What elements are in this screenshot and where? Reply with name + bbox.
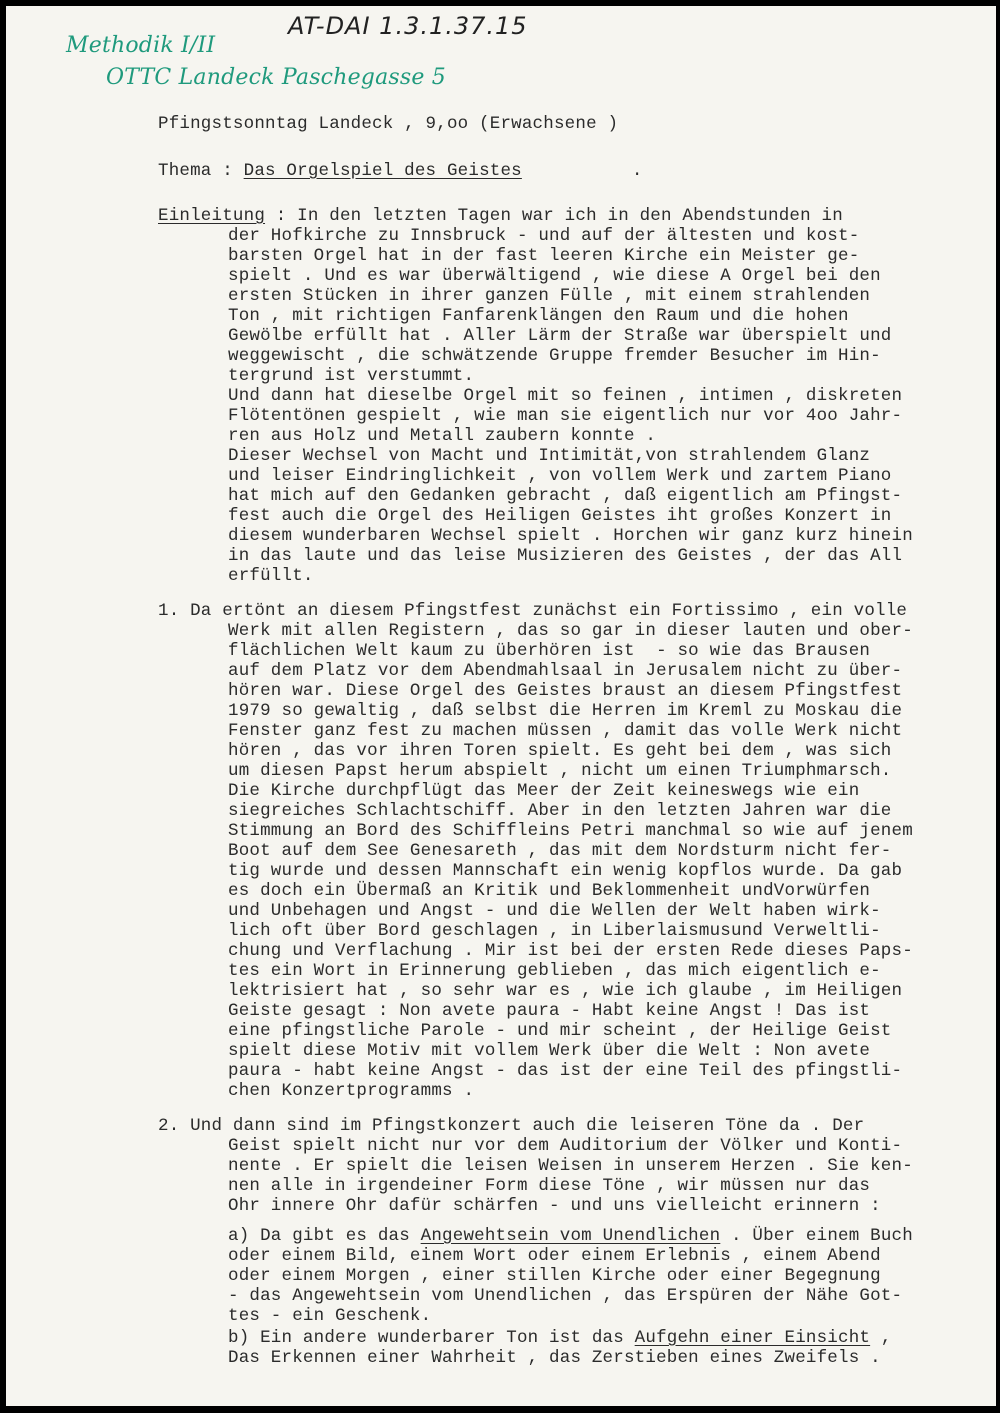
intro-first-text: : In den letzten Tagen war ich in den Abendstunden in xyxy=(265,206,843,226)
section-1-line: paura - habt keine Angst - das ist der eine Teil des pfingstli- xyxy=(228,1061,903,1081)
section-1-line: hören , das vor ihren Toren spielt. Es geht bei dem , was sich xyxy=(228,741,892,761)
section-1-line: Fenster ganz fest zu machen müssen , damit das volle Werk nicht xyxy=(228,721,903,741)
section-1-first-line: 1. Da ertönt an diesem Pfingstfest zunächst ein Fortissimo , ein volle xyxy=(158,601,908,621)
intro-line: ren aus Holz und Metall zaubern konnte . xyxy=(228,426,657,446)
point-b-line: Das Erkennen einer Wahrheit , das Zerstieben eines Zweifels . xyxy=(228,1348,881,1368)
point-b-pre: b) Ein andere wunderbarer Ton ist das xyxy=(228,1328,635,1348)
section-1-line: Werk mit allen Registern , das so gar in dieser lauten und ober- xyxy=(228,621,913,641)
intro-line: Dieser Wechsel von Macht und Intimität,von strahlendem Glanz xyxy=(228,446,871,466)
section-1-line: 1979 so gewaltig , daß selbst die Herren im Kreml zu Moskau die xyxy=(228,701,903,721)
intro-line: Gewölbe erfüllt hat . Aller Lärm der Straße war überspielt und xyxy=(228,326,892,346)
point-a-first-line xyxy=(228,1226,913,1246)
intro-line: Ton , mit richtigen Fanfarenklängen den Raum und die hohen xyxy=(228,306,849,326)
intro-line: erfüllt. xyxy=(228,566,314,586)
intro-line: diesem wunderbaren Wechsel spielt . Horchen wir ganz kurz hinein xyxy=(228,526,913,546)
section-1-line: auf dem Platz vor dem Abendmahlsaal in Jerusalem nicht zu über- xyxy=(228,661,903,681)
point-b-keyword: Aufgehn einer Einsicht xyxy=(634,1328,871,1348)
section-1-line: Geiste gesagt : Non avete paura - Habt keine Angst ! Das ist xyxy=(228,1001,871,1021)
section-1-line: tig wurde und dessen Mannschaft ein wenig kopflos wurde. Da gab xyxy=(228,861,903,881)
intro-line: Flötentönen gespielt , wie man sie eigentlich nur vor 4oo Jahr- xyxy=(228,406,903,426)
section-2-line: nente . Er spielt die leisen Weisen in unserem Herzen . Sie ken- xyxy=(228,1156,913,1176)
point-a-line: oder einem Morgen , einer stillen Kirche oder einer Begegnung xyxy=(228,1266,881,1286)
section-2-line: Geist spielt nicht nur vor dem Auditorium der Völker und Konti- xyxy=(228,1136,903,1156)
intro-line: weggewischt , die schwätzende Gruppe fremder Besucher im Hin- xyxy=(228,346,881,366)
section-1-line: tes ein Wort in Erinnerung geblieben , das mich eigentlich e- xyxy=(228,961,881,981)
section-1-line: eine pfingstliche Parole - und mir scheint , der Heilige Geist xyxy=(228,1021,892,1041)
intro-line: tergrund ist verstummt. xyxy=(228,366,475,386)
section-1-line: Stimmung an Bord des Schiffleins Petri manchmal so wie auf jenem xyxy=(228,821,913,841)
thema-line xyxy=(158,161,643,181)
section-1-line: Die Kirche durchpflügt das Meer der Zeit keineswegs wie ein xyxy=(228,781,860,801)
section-1-line: um diesen Papst herum abspielt , nicht um einen Triumphmarsch. xyxy=(228,761,892,781)
section-1-line: und Unbehagen und Angst - und die Wellen der Welt haben wirk- xyxy=(228,901,881,921)
section-1-line: flächlichen Welt kaum zu überhören ist - so wie das Brausen xyxy=(228,641,871,661)
thema-title: Das Orgelspiel des Geistes xyxy=(243,161,522,181)
section-1-line: chen Konzertprogramms . xyxy=(228,1081,475,1101)
intro-line: ersten Stücken in ihrer ganzen Fülle , mit einem strahlenden xyxy=(228,286,871,306)
section-1-line: spielt diese Motiv mit vollem Werk über die Welt : Non avete xyxy=(228,1041,871,1061)
intro-label: Einleitung xyxy=(158,206,266,226)
intro-line: der Hofkirche zu Innsbruck - und auf der ältesten und kost- xyxy=(228,226,860,246)
intro-line: Und dann hat dieselbe Orgel mit so feinen , intimen , diskreten xyxy=(228,386,903,406)
handwritten-note-methodik: Methodik I/II xyxy=(66,33,216,58)
point-a-line: - das Angewehtsein vom Unendlichen , das Erspüren der Nähe Got- xyxy=(228,1286,903,1306)
title-line: Pfingstsonntag Landeck , 9,oo (Erwachsene ) xyxy=(158,114,619,134)
section-1-line: siegreiches Schlachtschiff. Aber in den letzten Jahren war die xyxy=(228,801,892,821)
section-1-line: lektrisiert hat , so sehr war es , wie ich glaube , im Heiligen xyxy=(228,981,903,1001)
point-b-post: , xyxy=(870,1328,892,1348)
document-page xyxy=(6,6,996,1406)
intro-first-line xyxy=(158,206,843,226)
section-1-line: hören war. Diese Orgel des Geistes braust an diesem Pfingstfest xyxy=(228,681,903,701)
point-a-pre: a) Da gibt es das xyxy=(228,1226,421,1246)
intro-line: fest auch die Orgel des Heiligen Geistes iht großes Konzert in xyxy=(228,506,892,526)
handwritten-note-address: OTTC Landeck Paschegasse 5 xyxy=(106,65,446,90)
section-1-line: chung und Verflachung . Mir ist bei der ersten Rede dieses Paps- xyxy=(228,941,913,961)
intro-line: barsten Orgel hat in der fast leeren Kirche ein Meister ge- xyxy=(228,246,860,266)
intro-line: in das laute und das leise Musizieren des Geistes , der das All xyxy=(228,546,903,566)
point-a-line: oder einem Bild, einem Wort oder einem Erlebnis , einem Abend xyxy=(228,1246,881,1266)
point-a-post: . Über einem Buch xyxy=(720,1226,913,1246)
section-2-line: Ohr innere Ohr dafür schärfen - und uns vielleicht erinnern : xyxy=(228,1196,881,1216)
intro-line: und leiser Eindringlichkeit , von vollem Werk und zartem Piano xyxy=(228,466,892,486)
section-1-line: es doch ein Übermaß an Kritik und Beklommenheit undVorwürfen xyxy=(228,881,871,901)
archive-reference: AT-DAI 1.3.1.37.15 xyxy=(288,12,528,40)
section-1-line: lich oft über Bord geschlagen , in Liberlaismusund Verweltli- xyxy=(228,921,881,941)
thema-dot: . xyxy=(631,161,643,181)
section-2-line: nen alle in irgendeiner Form diese Töne , wir müssen nur das xyxy=(228,1176,871,1196)
intro-line: hat mich auf den Gedanken gebracht , daß eigentlich am Pfingst- xyxy=(228,486,903,506)
section-2-first-line: 2. Und dann sind im Pfingstkonzert auch die leiseren Töne da . Der xyxy=(158,1116,865,1136)
thema-label: Thema : xyxy=(158,161,244,181)
intro-line: spielt . Und es war überwältigend , wie diese A Orgel bei den xyxy=(228,266,881,286)
point-a-line: tes - ein Geschenk. xyxy=(228,1306,432,1326)
point-a-keyword: Angewehtsein vom Unendlichen xyxy=(420,1226,721,1246)
section-1-line: Boot auf dem See Genesareth , das mit dem Nordsturm nicht fer- xyxy=(228,841,892,861)
point-b-first-line xyxy=(228,1328,892,1348)
